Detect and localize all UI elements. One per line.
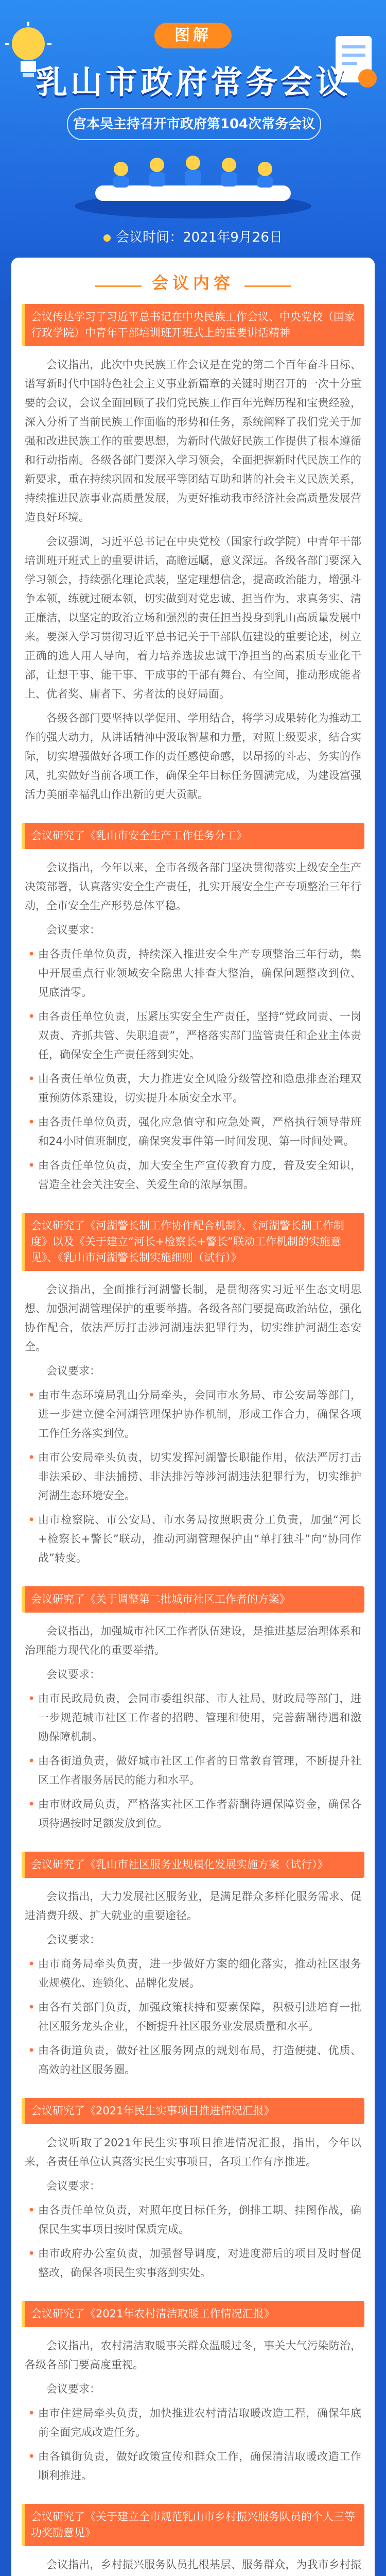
bullet-item: • 由市民政局负责，会同市委组织部、市人社局、财政局等部门，进一步规范城市社区工作者的招聘、管理和使用，完善薪酬待遇和激励保障机制。	[25, 1689, 361, 1747]
paragraph: 会议要求：	[46, 2383, 100, 2395]
section-heading: 会议研究了《河湖警长制工作协作配合机制》、《河湖警长制工作制度》以及《关于建立“河长+检察长+警长”联动工作机制的实施意见》、《乳山市河湖警长制实施细则（试行）》	[22, 1213, 364, 1271]
divider	[95, 285, 142, 287]
paragraph: 会议指出，此次中央民族工作会议是在党的第二个百年奋斗目标、谱写新时代中国特色社会主义事业新篇章的关键时期召开的一次十分重要的会议，会议全面回顾了我们党民族工作百年光辉历程和宝贵经验，深入分析了当前民族工作面临的形势和任务，系统阐释了我们党关于加强和改进民族工作的重要思想，为新时代做好民族工作提供了根本遵循和行动指南。各级各部门要深入学习领会，全面把握新时代民族工作的新要求，重在持续巩固和发展平等团结互助和谐的社会主义民族关系，持续推进民族事业高质量发展，为更好推动我市经济社会高质量发展营造良好环境。	[25, 359, 361, 523]
section-heading: 会议研究了《乳山市社区服务业规模化发展实施方案（试行）》	[22, 1852, 364, 1878]
bullet-item: • 由市检察院、市公安局、市水务局按照职责分工负责，加强“河长+检察长+警长”联动，推动河湖管理保护由“单打独斗”向“协同作战”转变。	[25, 1511, 361, 1568]
bullet-item: • 由市住建局牵头负责，加快推进农村清洁取暖改造工程，确保年底前全面完成改造任务。	[25, 2404, 361, 2442]
section-heading: 会议研究了《2021年农村清洁取暖工作情况汇报》	[22, 2301, 364, 2327]
section	[22, 304, 364, 809]
header	[0, 0, 386, 289]
section	[22, 1852, 364, 2084]
section	[22, 1213, 364, 1573]
bullet-item: • 由各责任单位负责，对照年度目标任务，倒排工期、挂图作战，确保民生实事项目按时保质完成。	[25, 2201, 361, 2239]
section-body	[22, 1271, 364, 1568]
section-heading: 会议研究了《关于建立全市规范乳山市乡村振兴服务队员的个人三等功奖励意见》	[22, 2504, 364, 2546]
section-body	[22, 2546, 364, 2576]
bullet-item: • 由各镇街负责，做好政策宣传和群众工作，确保清洁取暖改造工作顺利推进。	[25, 2447, 361, 2485]
paragraph: 会议要求：	[46, 1668, 100, 1681]
page-title: 乳山市政府常务会议	[35, 63, 350, 101]
card-title: 会议内容	[151, 273, 234, 293]
section-body	[22, 2124, 364, 2282]
bullet-item: • 由各责任单位负责，大力推进安全风险分级管控和隐患排查治理双重预防体系建设，切实提升本质安全水平。	[25, 1070, 361, 1108]
bullet-item: • 由市商务局牵头负责，进一步做好方案的细化落实，推动社区服务业规模化、连锁化、品牌化发展。	[25, 1955, 361, 1993]
bullet-item: • 由市财政局负责，严格落实社区工作者薪酬待遇保障资金，确保各项待遇按时足额发放到位。	[25, 1795, 361, 1833]
bullet-item: • 由各责任单位负责，持续深入推进安全生产专项整治三年行动，集中开展重点行业领域安全隐患大排查大整治，确保问题整改到位、见底清零。	[25, 945, 361, 1002]
section-heading: 会议研究了《乳山市安全生产工作任务分工》	[22, 823, 364, 849]
bullet-item: • 由市生态环境局乳山分局牵头，会同市水务局、市公安局等部门，进一步建立健全河湖管理保护协作机制，形成工作合力，确保各项工作任务落实到位。	[25, 1386, 361, 1443]
meeting-illustration	[49, 144, 337, 222]
paragraph: 会议指出，乡村振兴服务队员扎根基层、服务群众，为我市乡村振	[46, 2558, 361, 2571]
section	[22, 2504, 364, 2576]
section-body	[22, 1878, 364, 2079]
paragraph: 会议要求：	[46, 2180, 100, 2192]
divider	[244, 285, 291, 287]
section	[22, 1586, 364, 1838]
section-body	[22, 849, 364, 1194]
section	[22, 2301, 364, 2490]
paragraph: 会议要求：	[46, 924, 100, 936]
paragraph: 会议听取了2021年民生实事项目推进情况汇报，指出，今年以来，各责任单位认真落实民生实事项目，各项工作有序推进。	[25, 2137, 361, 2168]
bullet-item: • 由各责任单位负责，加大安全生产宣传教育力度，普及安全知识，营造全社会关注安全、关爱生命的浓厚氛围。	[25, 1156, 361, 1194]
paragraph: 会议指出，农村清洁取暖事关群众温暖过冬，事关大气污染防治，各级各部门要高度重视。	[25, 2340, 361, 2371]
subtitle-box	[67, 108, 321, 140]
subtitle: 宫本吴主持召开市政府第104次常务会议	[73, 116, 315, 132]
bullet-item: • 由市公安局牵头负责，切实发挥河湖警长职能作用，依法严厉打击非法采砂、非法捕捞、非法排污等涉河湖违法犯罪行为，切实维护河湖生态环境安全。	[25, 1448, 361, 1505]
bullet-item: • 由各责任单位负责，强化应急值守和应急处置，严格执行领导带班和24小时值班制度，确保突发事件第一时间发现、第一时间处置。	[25, 1113, 361, 1151]
date-text: 会议时间：2021年9月26日	[116, 230, 283, 245]
bullet-item: • 由各责任单位负责，压紧压实安全生产责任，坚持“党政同责、一岗双责、齐抓共管、失职追责”，严格落实部门监管责任和企业主体责任，确保安全生产责任落到实处。	[25, 1007, 361, 1064]
section-heading: 会议传达学习了习近平总书记在中央民族工作会议、中央党校（国家行政学院）中青年干部培训班开班式上的重要讲话精神	[22, 304, 364, 346]
bullet-item: • 由各有关部门负责，加强政策扶持和要素保障，积极引进培育一批社区服务龙头企业，不断提升社区服务业发展质量和水平。	[25, 1998, 361, 2036]
paragraph: 会议强调，习近平总书记在中央党校（国家行政学院）中青年干部培训班开班式上的重要讲话，高瞻远瞩，意义深远。各级各部门要深入学习领会，持续强化理论武装，坚定理想信念，提高政治能力，增强斗争本领，练就过硬本领，切实做到对党忠诚、担当作为、求真务实、清正廉洁，以坚定的政治立场和强烈的责任担当投身到乳山高质量发展中来。要深入学习贯彻习近平总书记关于干部队伍建设的重要论述，树立正确的选人用人导向，着力培养选拔忠诚干净担当的高素质专业化干部，让想干事、能干事、干成事的干部有舞台、有空间，推动形成能者上、优者奖、庸者下、劣者汰的良好局面。	[25, 535, 361, 700]
paragraph: 会议要求：	[46, 1934, 100, 1946]
section-heading: 会议研究了《2021年民生实事项目推进情况汇报》	[22, 2098, 364, 2124]
section-body	[22, 346, 364, 804]
section	[22, 2098, 364, 2287]
section-body	[22, 1613, 364, 1833]
paragraph: 会议指出，今年以来，全市各级各部门坚决贯彻落实上级安全生产决策部署，认真落实安全生产责任，扎实开展安全生产专项整治三年行动，全市安全生产形势总体平稳。	[25, 861, 361, 912]
section	[22, 823, 364, 1199]
content-card	[11, 258, 375, 2576]
section-heading: 会议研究了《关于调整第二批城市社区工作者的方案》	[22, 1586, 364, 1613]
paragraph: 会议指出，加强城市社区工作者队伍建设，是推进基层治理体系和治理能力现代化的重要举措。	[25, 1625, 361, 1656]
section-body	[22, 2327, 364, 2485]
card-title-row	[11, 270, 375, 294]
paragraph: 各级各部门要坚持以学促用、学用结合，将学习成果转化为推动工作的强大动力，从讲话精神中汲取智慧和力量，对照上级要求，结合实际，切实增强做好各项工作的责任感使命感，以昂扬的斗志、务实的作风，扎实做好当前各项工作，确保全年目标任务圆满完成，为建设富强活力美丽幸福乳山作出新的更大贡献。	[25, 712, 361, 801]
paragraph: 会议要求：	[46, 1365, 100, 1377]
meeting-date	[0, 227, 386, 246]
bullet-item: • 由各街道负责，做好社区服务网点的规划布局，打造便捷、优质、高效的社区服务圈。	[25, 2041, 361, 2079]
bullet-item: • 由各街道负责，做好城市社区工作者的日常教育管理，不断提升社区工作者服务居民的能力和水平。	[25, 1752, 361, 1790]
bullet-item: • 由市政府办公室负责，加强督导调度，对进度滞后的项目及时督促整改，确保各项民生实事落到实处。	[25, 2244, 361, 2282]
badge: 图解	[154, 23, 232, 48]
paragraph: 会议指出，全面推行河湖警长制，是贯彻落实习近平生态文明思想、加强河湖管理保护的重要举措。各级各部门要提高政治站位，强化协作配合，依法严厉打击涉河湖违法犯罪行为，切实维护河湖生态安全。	[25, 1283, 361, 1353]
paragraph: 会议指出，大力发展社区服务业，是满足群众多样化服务需求、促进消费升级、扩大就业的重要途径。	[25, 1890, 361, 1922]
clock-icon	[103, 234, 111, 242]
